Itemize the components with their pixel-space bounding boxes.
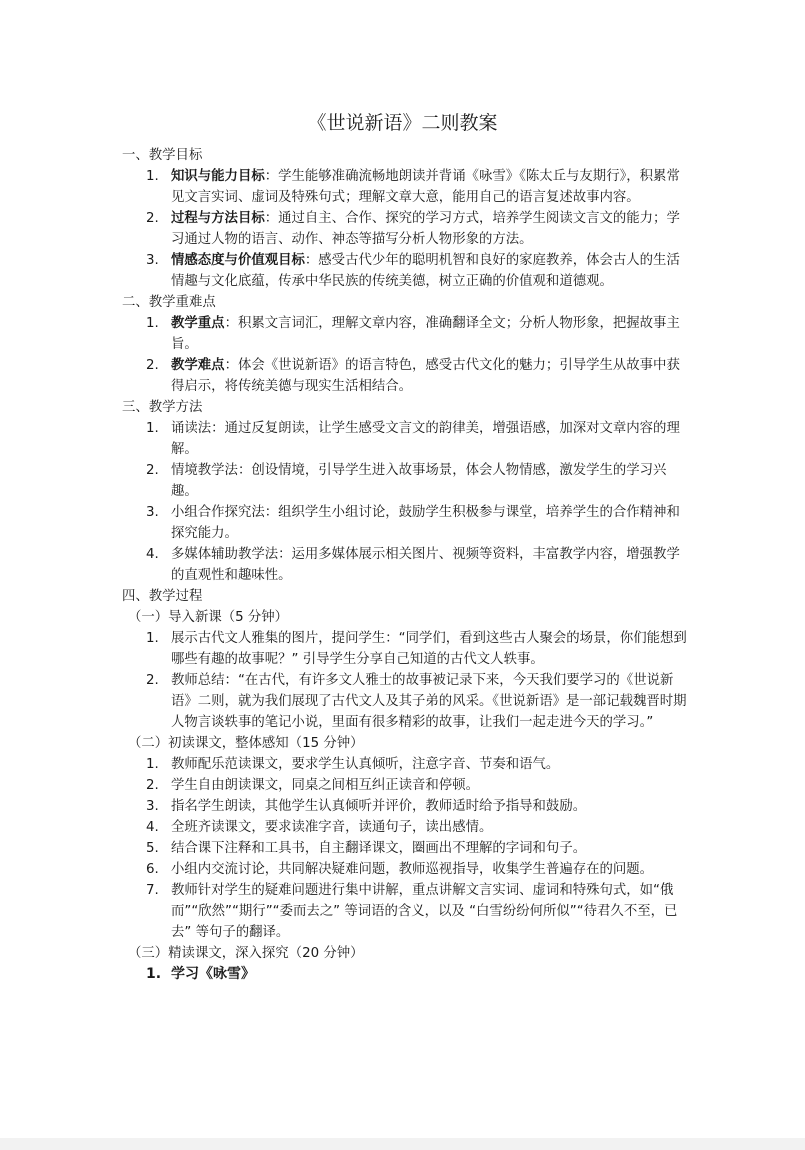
subsection-heading: （二）初读课文，整体感知（15 分钟） (128, 736, 364, 751)
section-heading: 三、教学方法 (122, 400, 203, 415)
item-text: ：积累文言词汇，理解文章内容，准确翻译全文；分析人物形象，把握故事主旨。 (171, 316, 680, 352)
item-label: 教学难点 (171, 358, 225, 373)
item-number: 2. (146, 778, 159, 793)
item-label: 教学重点 (171, 316, 225, 331)
list-item (122, 355, 688, 397)
item-number: 2. (146, 211, 159, 226)
list-item (122, 817, 688, 838)
item-number: 6. (146, 862, 159, 877)
item-text: 情境教学法：创设情境，引导学生进入故事场景，体会人物情感，激发学生的学习兴趣。 (171, 463, 667, 499)
section-heading: 二、教学重难点 (122, 295, 216, 310)
item-number: 3. (146, 799, 159, 814)
list-item (122, 796, 688, 817)
list-item (122, 460, 688, 502)
item-text: 教师配乐范读课文，要求学生认真倾听，注意字音、节奏和语气。 (171, 757, 560, 772)
subsection-heading: （一）导入新课（5 分钟） (128, 610, 289, 625)
item-text: 诵读法：通过反复朗读，让学生感受文言文的韵律美，增强语感，加深对文章内容的理解。 (171, 421, 680, 457)
item-number: 1. (146, 631, 159, 646)
item-number: 1. (146, 757, 159, 772)
item-label: 过程与方法目标 (171, 211, 265, 226)
item-text: 多媒体辅助教学法：运用多媒体展示相关图片、视频等资料，丰富教学内容，增强教学的直观性和趣味性。 (171, 547, 680, 583)
item-text: ：体会《世说新语》的语言特色，感受古代文化的魅力；引导学生从故事中获得启示，将传统美德与现实生活相结合。 (171, 358, 680, 394)
item-number: 1. (146, 421, 159, 436)
item-text: 教师针对学生的疑难问题进行集中讲解，重点讲解文言实词、虚词和特殊句式，如“俄而”“欣然”“期行”“委而去之” 等词语的含义，以及 “白雪纷纷何所似”“待君久不至，已去” 等句子的翻译。 (171, 883, 678, 940)
item-number: 3. (146, 253, 159, 268)
item-text: 小组内交流讨论，共同解决疑难问题，教师巡视指导，收集学生普遍存在的问题。 (171, 862, 654, 877)
item-number: 7. (146, 883, 159, 898)
item-text: ：通过自主、合作、探究的学习方式，培养学生阅读文言文的能力；学习通过人物的语言、动作、神态等描写分析人物形象的方法。 (171, 211, 680, 247)
item-number: 2. (146, 673, 159, 688)
list-item (122, 754, 688, 775)
document-body (122, 145, 688, 985)
list-item (122, 166, 688, 208)
item-text: ：感受古代少年的聪明机智和良好的家庭教养，体会古人的生活情趣与文化底蕴，传承中华民族的传统美德，树立正确的价值观和道德观。 (171, 253, 680, 289)
item-label: 情感态度与价值观目标 (171, 253, 305, 268)
subsection-heading: （三）精读课文，深入探究（20 分钟） (128, 946, 364, 961)
list-item (122, 775, 688, 796)
item-text: 全班齐读课文，要求读准字音，读通句子，读出感情。 (171, 820, 493, 835)
list-item (122, 418, 688, 460)
list-item (122, 964, 688, 985)
list-item (122, 838, 688, 859)
list-item (122, 859, 688, 880)
item-text: 指名学生朗读，其他学生认真倾听并评价，教师适时给予指导和鼓励。 (171, 799, 587, 814)
item-text: 结合课下注释和工具书，自主翻译课文，圈画出不理解的字词和句子。 (171, 841, 587, 856)
item-text: ：学生能够准确流畅地朗读并背诵《咏雪》《陈太丘与友期行》，积累常见文言实词、虚词及特殊句式；理解文章大意，能用自己的语言复述故事内容。 (171, 169, 680, 205)
list-item (122, 208, 688, 250)
item-number: 4. (146, 820, 159, 835)
item-text: 学习《咏雪》 (171, 966, 255, 982)
list-item (122, 880, 688, 943)
page-title: 《世说新语》二则教案 (307, 112, 498, 134)
item-label: 知识与能力目标 (171, 169, 265, 184)
list-item (122, 250, 688, 292)
item-number: 2. (146, 358, 159, 373)
item-number: 4. (146, 547, 159, 562)
list-item (122, 628, 688, 670)
list-item (122, 544, 688, 586)
item-number: 1. (146, 169, 159, 184)
item-text: 小组合作探究法：组织学生小组讨论，鼓励学生积极参与课堂，培养学生的合作精神和探究能力。 (171, 505, 680, 541)
list-item (122, 670, 688, 733)
item-number: 3. (146, 505, 159, 520)
item-text: 展示古代文人雅集的图片，提问学生：“同学们，看到这些古人聚会的场景，你们能想到哪些有趣的故事呢？” 引导学生分享自己知道的古代文人轶事。 (171, 631, 687, 667)
item-number: 1. (146, 316, 159, 331)
section-heading: 一、教学目标 (122, 148, 203, 163)
list-item (122, 502, 688, 544)
list-item (122, 313, 688, 355)
item-number: 1. (146, 966, 162, 982)
item-number: 5. (146, 841, 159, 856)
item-number: 2. (146, 463, 159, 478)
section-heading: 四、教学过程 (122, 589, 203, 604)
item-text: 教师总结：“在古代，有许多文人雅士的故事被记录下来，今天我们要学习的《世说新语》二则，就为我们展现了古代文人及其子弟的风采。《世说新语》是一部记载魏晋时期人物言谈轶事的笔记小说，里面有很多精彩的故事，让我们一起走进今天的学习。” (171, 673, 687, 730)
item-text: 学生自由朗读课文，同桌之间相互纠正读音和停顿。 (171, 778, 479, 793)
